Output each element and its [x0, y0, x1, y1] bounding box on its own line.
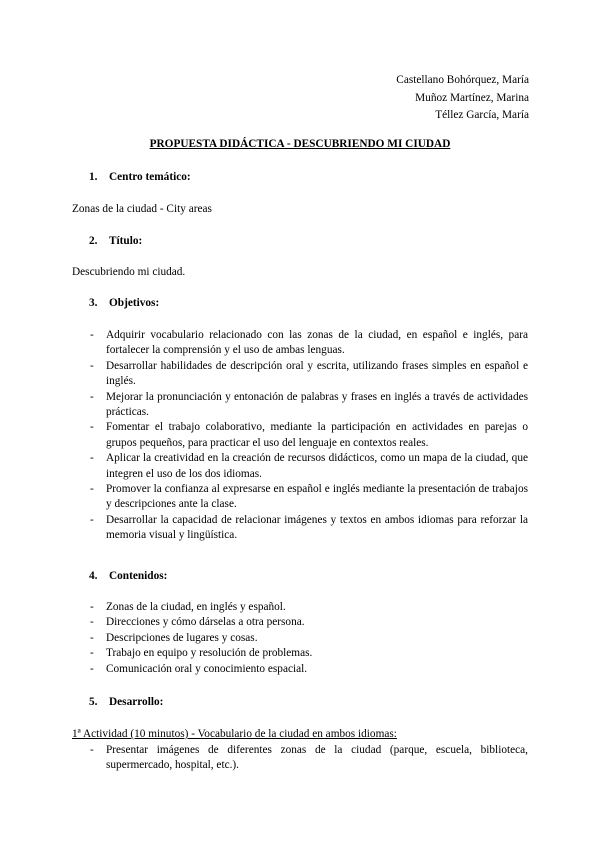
section-heading-text: Desarrollo: — [109, 696, 164, 708]
section-heading-titulo — [89, 234, 142, 249]
list-item-text: Aplicar la creatividad en la creación de recursos didácticos, como un mapa de la ciudad, que integren el uso de los dos idiomas. — [106, 452, 528, 480]
bullet-dash: - — [90, 390, 94, 403]
activity-heading: 1ª Actividad (10 minutos) - Vocabulario de la ciudad en ambos idiomas: — [72, 728, 397, 740]
list-item — [72, 662, 528, 677]
section-number: 4. — [89, 570, 98, 582]
section-heading-desarrollo — [89, 695, 163, 710]
list-item-text: Direcciones y cómo dárselas a otra persona. — [106, 616, 305, 629]
bullet-dash: - — [90, 452, 94, 465]
list-item — [72, 390, 528, 421]
list-item — [72, 743, 528, 774]
bullet-dash: - — [90, 662, 94, 675]
list-item — [72, 600, 528, 615]
activity-list — [72, 743, 528, 774]
document-title: PROPUESTA DIDÁCTICA - DESCUBRIENDO MI CIUDAD — [149, 138, 451, 150]
bullet-dash: - — [90, 483, 94, 496]
list-item — [72, 646, 528, 661]
list-item — [72, 328, 528, 359]
list-item — [72, 482, 528, 513]
section-text-titulo: Descubriendo mi ciudad. — [72, 266, 186, 278]
objectives-list — [72, 328, 528, 544]
bullet-dash: - — [90, 421, 94, 434]
section-heading-text: Objetivos: — [109, 297, 160, 309]
author-name: Castellano Bohórquez, María — [396, 74, 529, 86]
bullet-dash: - — [90, 359, 94, 372]
list-item — [72, 615, 528, 630]
list-item-text: Presentar imágenes de diferentes zonas de la ciudad (parque, escuela, biblioteca, supermercado, hospital, etc.). — [106, 744, 528, 772]
list-item — [72, 420, 528, 451]
author-name: Muñoz Martínez, Marina — [415, 91, 529, 104]
list-item — [72, 513, 528, 544]
list-item — [72, 359, 528, 390]
bullet-dash: - — [90, 631, 94, 644]
list-item-text: Adquirir vocabulario relacionado con las zonas de la ciudad, en español e inglés, para fortalecer la comprensión y el uso de ambas lenguas. — [106, 329, 528, 357]
section-heading-centro-tematico — [89, 170, 191, 185]
list-item-text: Descripciones de lugares y cosas. — [106, 631, 258, 644]
list-item-text: Fomentar el trabajo colaborativo, mediante la participación en actividades en parejas o grupos pequeños, para practicar el uso del lenguaje en contextos reales. — [106, 421, 528, 449]
section-number: 1. — [89, 171, 98, 183]
list-item-text: Desarrollar habilidades de descripción oral y escrita, utilizando frases simples en español e inglés. — [106, 359, 528, 388]
bullet-dash: - — [90, 329, 94, 341]
section-number: 3. — [89, 297, 98, 309]
list-item-text: Zonas de la ciudad, en inglés y español. — [106, 601, 286, 613]
section-heading-text: Título: — [109, 235, 143, 247]
bullet-dash: - — [90, 647, 94, 660]
list-item-text: Promover la confianza al expresarse en español e inglés mediante la presentación de trabajos y descripciones ante la clase. — [106, 483, 528, 511]
bullet-dash: - — [90, 513, 94, 526]
bullet-dash: - — [90, 601, 94, 613]
section-text-centro-tematico: Zonas de la ciudad - City areas — [72, 203, 212, 215]
list-item — [72, 451, 528, 482]
section-number: 2. — [89, 235, 98, 247]
list-item — [72, 631, 528, 646]
bullet-dash: - — [90, 744, 94, 756]
section-heading-contenidos — [89, 569, 167, 584]
list-item-text: Trabajo en equipo y resolución de problemas. — [106, 647, 313, 660]
author-name: Téllez García, María — [435, 109, 529, 122]
section-heading-text: Centro temático: — [109, 171, 191, 183]
list-item-text: Mejorar la pronunciación y entonación de palabras y frases en inglés a través de actividades prácticas. — [106, 390, 528, 419]
section-heading-text: Contenidos: — [109, 570, 168, 582]
bullet-dash: - — [90, 616, 94, 629]
section-number: 5. — [89, 696, 98, 708]
section-heading-objetivos — [89, 296, 159, 311]
authors-block — [396, 72, 529, 125]
list-item-text: Comunicación oral y conocimiento espacial. — [106, 662, 308, 675]
list-item-text: Desarrollar la capacidad de relacionar imágenes y textos en ambos idiomas para reforzar la memoria visual y lingüística. — [106, 513, 528, 542]
contents-list — [72, 600, 528, 677]
